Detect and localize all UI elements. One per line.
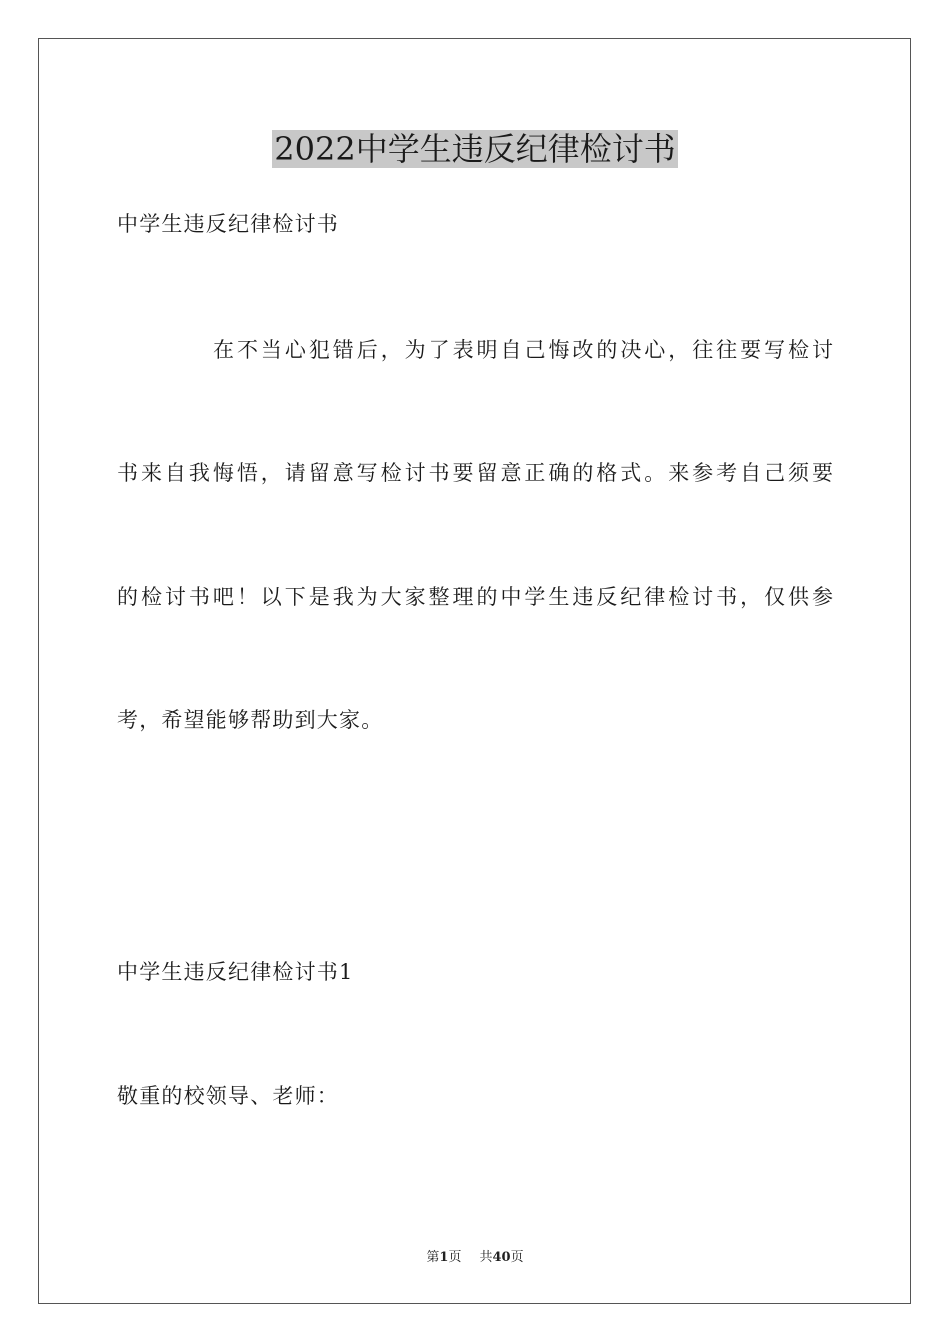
intro-line-1: 在不当心犯错后，为了表明自己悔改的决心，往往要写检讨 (213, 338, 833, 362)
salutation: 敬重的校领导、老师： (117, 1084, 339, 1108)
document-title (0, 124, 950, 174)
document-subtitle: 中学生违反纪律检讨书 (117, 212, 339, 236)
total-prefix: 共 (479, 1250, 493, 1265)
intro-line-3: 的检讨书吧！以下是我为大家整理的中学生违反纪律检讨书，仅供参 (117, 585, 833, 609)
page-prefix: 第 (426, 1250, 440, 1265)
page-footer (0, 1248, 950, 1268)
total-suffix: 页 (510, 1250, 524, 1265)
document-title-text: 2022中学生违反纪律检讨书 (274, 130, 676, 168)
page-suffix: 页 (448, 1250, 462, 1265)
intro-line-4: 考，希望能够帮助到大家。 (117, 708, 384, 732)
page-number: 1 (439, 1250, 449, 1265)
intro-line-2: 书来自我悔悟，请留意写检讨书要留意正确的格式。来参考自己须要 (117, 461, 833, 485)
total-pages: 40 (492, 1250, 511, 1265)
section-heading: 中学生违反纪律检讨书1 (117, 960, 354, 984)
